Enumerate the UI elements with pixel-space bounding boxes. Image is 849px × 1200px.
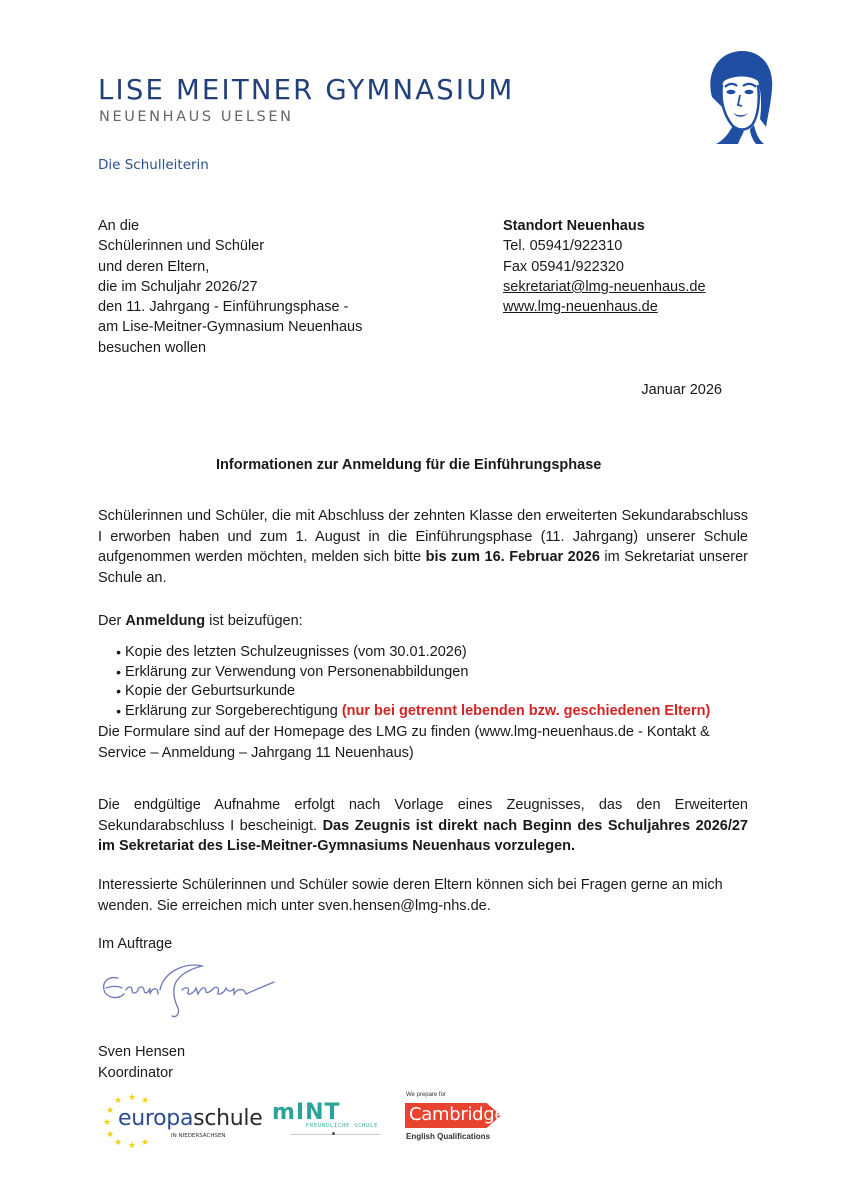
eu-star-icon: ★: [114, 1095, 123, 1105]
cambridge-logo: [405, 1092, 515, 1147]
list-item-text: Kopie der Geburtsurkunde: [125, 683, 296, 699]
list-item: [98, 702, 748, 722]
cambridge-wordmark: Cambridge: [409, 1104, 506, 1125]
recipient-address: [98, 216, 362, 358]
school-locations: NEUENHAUS UELSEN: [99, 109, 294, 125]
signer-role: Koordinator: [98, 1064, 173, 1081]
eu-star-icon: ★: [103, 1117, 112, 1127]
contact-email-link[interactable]: sekretariat@lmg-neuenhaus.de: [503, 278, 706, 295]
paragraph-text: Schülerinnen und Schüler, die mit Abschluss der zehnten Klasse den erweiterten Sekundarabschluss I erworben haben und zum 1. August in die Einführungsphase (11. Jahrgang) unserer Schule aufgenommen werden möchten, melden sich bitte: [98, 508, 748, 565]
mint-divider: [290, 1134, 380, 1135]
europa-word: europa: [118, 1106, 194, 1131]
recipient-line: die im Schuljahr 2026/27: [98, 278, 258, 295]
signer-block: [98, 1042, 185, 1083]
mint-dot-icon: [332, 1132, 335, 1135]
eu-star-icon: ★: [114, 1137, 123, 1147]
list-item: [98, 682, 748, 702]
custody-note: (nur bei getrennt lebenden bzw. geschiedenen Eltern): [341, 702, 711, 719]
recipient-line: An die: [98, 218, 140, 234]
list-item-text: Erklärung zur Sorgeberechtigung: [125, 702, 342, 719]
signer-name: Sven Hensen: [98, 1044, 186, 1060]
certificate-bold: Das Zeugnis ist direkt nach Beginn des Schuljahres 2026/27 im Sekretariat des Lise-Meitner-Gymnasiums Neuenhaus vorzulegen.: [98, 817, 748, 854]
paragraph-contact: Interessierte Schülerinnen und Schüler sowie deren Eltern können sich bei Fragen gerne an mich wenden. Sie erreichen mich unter sven.hensen@lmg-nhs.de.: [98, 877, 723, 914]
contact-block: [503, 216, 706, 317]
list-item: [98, 663, 748, 683]
contact-tel: Tel. 05941/922310: [503, 238, 623, 255]
paragraph-text: im Sekretariat unserer Schule an.: [98, 549, 748, 586]
paragraph-text: Die endgültige Aufnahme erfolgt nach Vorlage eines Zeugnisses, das den Erweiterten Sekundarabschluss I bescheinigt.: [98, 797, 748, 834]
schule-word: schule: [193, 1106, 263, 1131]
school-name: LISE MEITNER GYMNASIUM: [98, 74, 515, 106]
recipient-line: am Lise-Meitner-Gymnasium Neuenhaus: [98, 319, 363, 336]
eu-star-icon: ★: [141, 1095, 150, 1105]
eu-star-icon: ★: [128, 1092, 137, 1102]
europaschule-logo: [100, 1092, 263, 1150]
recipient-line: den 11. Jahrgang - Einführungsphase -: [98, 299, 349, 316]
contact-location: Standort Neuenhaus: [503, 218, 645, 234]
forms-homepage-note: Die Formulare sind auf der Homepage des LMG zu finden (www.lmg-neuenhaus.de - Kontakt & Service – Anmeldung – Jahrgang 11 Neuenhaus): [98, 724, 710, 761]
recipient-line: und deren Eltern,: [98, 258, 210, 275]
signature-image: [98, 960, 278, 1020]
paragraph-registration-deadline: [98, 506, 748, 588]
paragraph-final-admission: [98, 795, 748, 857]
eu-star-icon: ★: [106, 1129, 115, 1139]
recipient-line: Schülerinnen und Schüler: [98, 238, 265, 255]
contact-fax: Fax 05941/922320: [503, 258, 624, 275]
cambridge-preheader: We prepare for: [406, 1092, 446, 1098]
list-item-text: Erklärung zur Verwendung von Personenabbildungen: [125, 663, 469, 680]
sender-office: Die Schulleiterin: [98, 157, 209, 173]
paragraph-attachments-intro: [98, 611, 748, 632]
eu-star-icon: ★: [128, 1140, 137, 1150]
lise-meitner-portrait-icon: [698, 45, 780, 145]
letter-date: Januar 2026: [641, 382, 722, 398]
europaschule-subtitle: IN NIEDERSACHSEN: [171, 1133, 226, 1139]
europaschule-wordmark: [118, 1106, 262, 1131]
letter-subject: Informationen zur Anmeldung für die Einführungsphase: [216, 457, 602, 473]
cambridge-subtitle: English Qualifications: [406, 1132, 491, 1141]
registration-bold: Anmeldung: [125, 613, 206, 629]
mint-wordmark: mINT: [272, 1100, 341, 1125]
paragraph-text: Der: [98, 613, 126, 629]
eu-star-icon: ★: [141, 1137, 150, 1147]
closing: Im Auftrage: [98, 936, 173, 952]
mint-subtitle: FREUNDLICHE SCHULE: [306, 1123, 379, 1129]
list-item-text: Kopie des letzten Schulzeugnisses (vom 30.01.2026): [125, 644, 467, 660]
eu-star-icon: ★: [106, 1105, 115, 1115]
mint-logo: [270, 1100, 380, 1140]
attachments-list: [98, 643, 748, 764]
contact-website-link[interactable]: www.lmg-neuenhaus.de: [503, 299, 658, 316]
recipient-line: besuchen wollen: [98, 339, 207, 356]
list-item: [98, 643, 748, 663]
deadline-bold: bis zum 16. Februar 2026: [425, 549, 600, 565]
paragraph-text: ist beizufügen:: [205, 613, 303, 629]
